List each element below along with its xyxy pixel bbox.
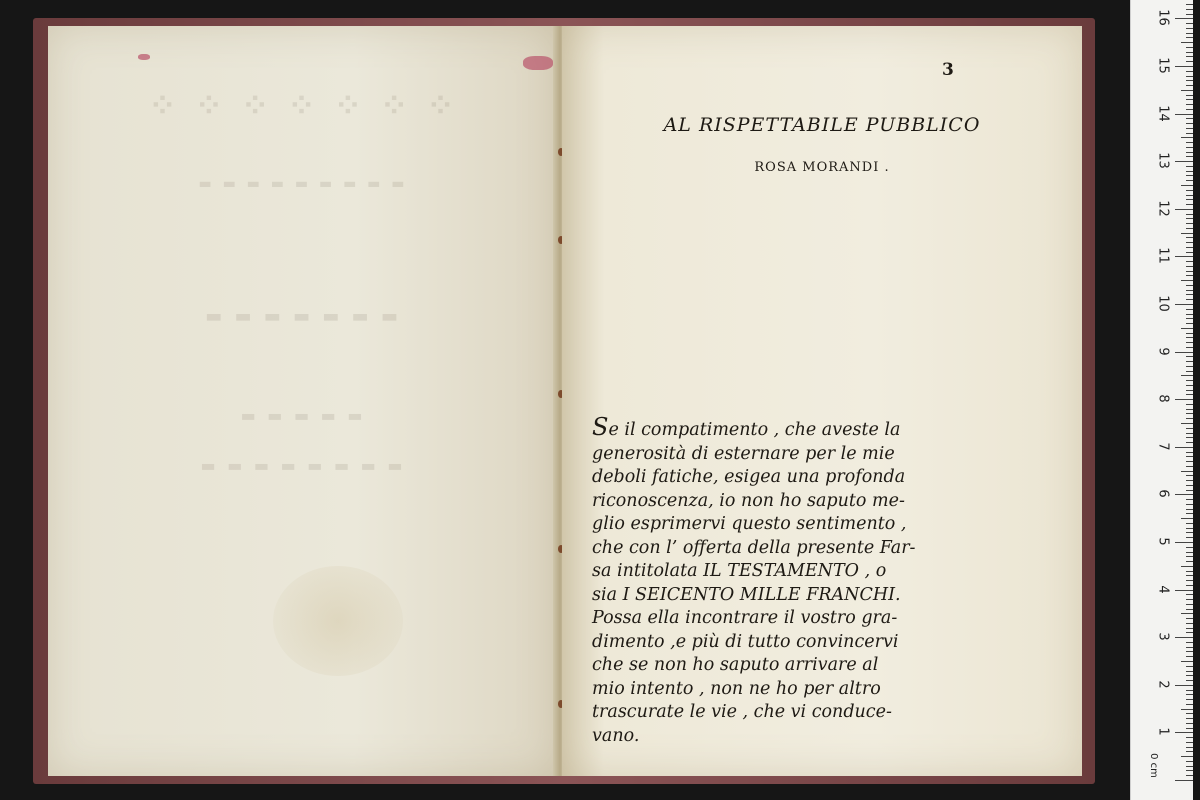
ruler-tick (1186, 585, 1193, 586)
ruler-tick (1186, 380, 1193, 381)
ruler-number: 13 (1155, 152, 1171, 169)
ruler-tick (1175, 685, 1193, 686)
ruler-tick (1181, 709, 1193, 710)
ruler-number: 7 (1155, 442, 1171, 451)
ruler-tick (1186, 770, 1193, 771)
ruler-tick (1186, 737, 1193, 738)
dedication-text (592, 413, 1012, 748)
text-line: trascurate le vie , che vi conduce- (592, 702, 892, 722)
ruler-tick (1186, 337, 1193, 338)
ruler-tick (1181, 471, 1193, 472)
ruler-number: 1 (1155, 727, 1171, 737)
ruler-tick (1186, 390, 1193, 391)
ruler-tick (1186, 318, 1193, 319)
ruler-tick (1186, 537, 1193, 538)
ruler-tick (1186, 299, 1193, 300)
ruler-tick (1186, 156, 1193, 157)
ruler-tick (1186, 509, 1193, 510)
text-line: deboli fatiche, esigea una profonda (592, 467, 906, 487)
ruler-tick (1186, 504, 1193, 505)
ruler-tick (1186, 285, 1193, 286)
ruler-tick (1186, 490, 1193, 491)
ruler-tick (1181, 42, 1193, 43)
ruler-tick (1186, 728, 1193, 729)
text-line: vano. (592, 725, 640, 746)
ruler-tick (1181, 661, 1193, 662)
ruler-tick (1186, 485, 1193, 486)
ruler-number: 14 (1155, 104, 1171, 122)
ruler-tick (1186, 394, 1193, 395)
ruler-tick (1186, 456, 1193, 457)
ruler-tick (1186, 428, 1193, 429)
ruler-tick (1186, 766, 1193, 767)
ruler-tick (1186, 118, 1193, 119)
author-name: ROSA MORANDI . (754, 160, 890, 175)
ruler-tick (1186, 237, 1193, 238)
dedication-heading: AL RISPETTABILE PUBBLICO (663, 114, 981, 136)
ruler-tick (1181, 518, 1193, 519)
ruler-tick (1186, 80, 1193, 81)
ruler-tick (1186, 618, 1193, 619)
ruler-tick (1186, 109, 1193, 110)
ruler-tick (1186, 9, 1193, 10)
red-stain (523, 56, 553, 70)
ruler-tick (1186, 385, 1193, 386)
ruler-tick (1186, 223, 1193, 224)
ruler-tick (1186, 347, 1193, 348)
ruler-tick (1186, 609, 1193, 610)
ruler-tick (1186, 433, 1193, 434)
ruler-tick (1186, 23, 1193, 24)
ruler-tick (1186, 61, 1193, 62)
ruler-tick (1186, 294, 1193, 295)
ruler-tick (1186, 195, 1193, 196)
ruler-tick (1186, 342, 1193, 343)
ruler-tick (1186, 261, 1193, 262)
ruler-tick (1186, 442, 1193, 443)
ruler-tick (1186, 642, 1193, 643)
ruler-tick (1186, 571, 1193, 572)
ruler-tick (1186, 166, 1193, 167)
ruler-tick (1186, 466, 1193, 467)
ruler-tick (1186, 71, 1193, 72)
ruler-tick (1181, 566, 1193, 567)
ruler-tick (1186, 409, 1193, 410)
text-line: sia I SEICENTO MILLE FRANCHI. (592, 584, 901, 605)
ruler-tick (1186, 242, 1193, 243)
ruler-tick (1186, 76, 1193, 77)
ruler-tick (1186, 547, 1193, 548)
show-through-text: ▬ ▬ ▬ ▬ ▬ ▬ ▬ ▬ (200, 456, 406, 475)
ruler-tick (1186, 723, 1193, 724)
ruler-tick (1186, 742, 1193, 743)
ruler-tick (1186, 218, 1193, 219)
ruler-tick (1186, 180, 1193, 181)
ruler-tick (1175, 66, 1193, 67)
ruler-tick (1186, 651, 1193, 652)
ruler-tick (1186, 275, 1193, 276)
drop-cap: S (592, 413, 609, 441)
text-line: generosità di esternare per le mie (592, 443, 895, 464)
ruler-tick (1186, 751, 1193, 752)
ruler-tick (1186, 499, 1193, 500)
red-stain (138, 54, 150, 60)
ruler-tick (1175, 304, 1193, 305)
ruler-tick (1175, 732, 1193, 733)
ruler-number: 12 (1155, 200, 1171, 217)
ruler-tick (1181, 375, 1193, 376)
ruler-tick (1186, 656, 1193, 657)
ruler-tick (1186, 604, 1193, 605)
text-line: glio esprimervi questo sentimento , (592, 514, 907, 534)
ruler-tick (1181, 328, 1193, 329)
ruler-tick (1186, 623, 1193, 624)
show-through-text: ▬ ▬ ▬ ▬ ▬ ▬ ▬ ▬ ▬ (198, 176, 408, 192)
ruler-tick (1186, 718, 1193, 719)
ruler-tick (1186, 152, 1193, 153)
ruler-tick (1181, 280, 1193, 281)
ruler-tick (1186, 461, 1193, 462)
ruler-number: 9 (1155, 346, 1171, 356)
ruler-tick (1175, 18, 1193, 19)
ruler-tick (1186, 252, 1193, 253)
ruler-tick (1186, 128, 1193, 129)
ruler-tick (1186, 147, 1193, 148)
ruler-tick (1186, 418, 1193, 419)
ruler-tick (1186, 28, 1193, 29)
ruler-tick (1181, 137, 1193, 138)
ruler-tick (1181, 233, 1193, 234)
ruler-tick (1186, 175, 1193, 176)
ruler-tick (1186, 675, 1193, 676)
ruler-tick (1186, 37, 1193, 38)
ruler-tick (1175, 494, 1193, 495)
ruler-tick (1175, 637, 1193, 638)
ruler-tick (1186, 475, 1193, 476)
ruler-unit-label: 0 cm (1147, 753, 1159, 778)
ruler-tick (1181, 613, 1193, 614)
ruler-tick (1186, 99, 1193, 100)
page-number: 3 (942, 60, 954, 80)
paper-stain (273, 566, 403, 676)
ruler-tick (1186, 437, 1193, 438)
show-through-text: ▬ ▬ ▬ ▬ ▬ (240, 406, 366, 425)
ruler-tick (1186, 404, 1193, 405)
ruler-tick (1186, 713, 1193, 714)
text-line: riconoscenza, io non ho saputo me- (592, 490, 905, 511)
ruler-tick (1175, 780, 1193, 781)
ruler-tick (1186, 133, 1193, 134)
ruler-tick (1186, 666, 1193, 667)
ruler-tick (1186, 142, 1193, 143)
ruler-number: 15 (1155, 57, 1171, 74)
text-line: dimento ,e più di tutto convincervi (592, 631, 899, 652)
ruler-tick (1186, 123, 1193, 124)
ruler-tick (1186, 247, 1193, 248)
ruler-tick (1186, 366, 1193, 367)
ruler-tick (1186, 480, 1193, 481)
ruler-tick (1186, 47, 1193, 48)
ruler-tick (1186, 85, 1193, 86)
ruler-tick (1186, 594, 1193, 595)
ruler-tick (1186, 575, 1193, 576)
ruler-number: 5 (1155, 537, 1171, 546)
ruler-tick (1175, 399, 1193, 400)
ruler-number: 11 (1155, 247, 1171, 265)
ruler-tick (1186, 204, 1193, 205)
text-line: che se non ho saputo arrivare al (592, 655, 879, 675)
ruler-tick (1186, 52, 1193, 53)
ruler-tick (1175, 209, 1193, 210)
ruler-tick (1186, 747, 1193, 748)
show-through-text: ▬ ▬ ▬ ▬ ▬ ▬ ▬ (205, 306, 401, 327)
ruler-tick (1181, 185, 1193, 186)
ruler-tick (1186, 628, 1193, 629)
ruler-tick (1181, 756, 1193, 757)
ruler-tick (1175, 542, 1193, 543)
ruler-tick (1186, 632, 1193, 633)
ruler-tick (1186, 556, 1193, 557)
ruler-number: 6 (1155, 489, 1171, 499)
ruler-tick (1186, 371, 1193, 372)
ruler-number: 8 (1155, 394, 1171, 403)
ruler-tick (1186, 452, 1193, 453)
ruler-tick (1186, 775, 1193, 776)
ruler-tick (1186, 309, 1193, 310)
ruler-number: 10 (1155, 295, 1171, 312)
ruler-number: 3 (1155, 632, 1171, 641)
text-line: mio intento , non ne ho per altro (592, 678, 881, 699)
ruler-tick (1186, 333, 1193, 334)
ruler-tick (1175, 161, 1193, 162)
ruler-tick (1186, 704, 1193, 705)
ruler-tick (1186, 761, 1193, 762)
ruler-tick (1186, 599, 1193, 600)
ruler-tick (1186, 171, 1193, 172)
ruler-tick (1186, 552, 1193, 553)
ruler-tick (1186, 528, 1193, 529)
text-line: Possa ella incontrare il vostro gra- (592, 608, 898, 628)
ruler-tick (1186, 561, 1193, 562)
ruler-tick (1186, 356, 1193, 357)
ruler-number: 16 (1155, 9, 1171, 27)
text-line: sa intitolata IL TESTAMENTO , o (592, 561, 887, 581)
ruler-tick (1186, 647, 1193, 648)
left-page (48, 26, 558, 776)
show-through-text: ⁘ ⁘ ⁘ ⁘ ⁘ ⁘ ⁘ (148, 86, 458, 126)
ruler-tick (1186, 271, 1193, 272)
ruler-tick (1186, 694, 1193, 695)
ruler-tick (1186, 671, 1193, 672)
ruler-number: 2 (1155, 680, 1171, 689)
text-line: che con l’ offerta della presente Far- (592, 537, 916, 558)
ruler-tick (1175, 590, 1193, 591)
ruler-tick (1186, 314, 1193, 315)
ruler-tick (1186, 266, 1193, 267)
ruler-tick (1186, 14, 1193, 15)
ruler-tick (1186, 4, 1193, 5)
ruler-tick (1186, 214, 1193, 215)
ruler-tick (1186, 95, 1193, 96)
ruler-number: 4 (1155, 584, 1171, 594)
ruler-tick (1181, 90, 1193, 91)
text-line: Se il compatimento , che aveste la (592, 413, 901, 441)
right-page (562, 26, 1082, 776)
ruler-tick (1175, 114, 1193, 115)
ruler-tick (1186, 532, 1193, 533)
ruler-tick (1186, 580, 1193, 581)
ruler-tick (1186, 413, 1193, 414)
ruler-tick (1186, 513, 1193, 514)
ruler-tick (1175, 352, 1193, 353)
ruler-tick (1175, 256, 1193, 257)
ruler-tick (1186, 323, 1193, 324)
ruler-tick (1186, 33, 1193, 34)
ruler-tick (1181, 423, 1193, 424)
ruler-tick (1186, 361, 1193, 362)
ruler-tick (1186, 228, 1193, 229)
ruler-tick (1175, 447, 1193, 448)
measurement-ruler (1130, 0, 1193, 800)
ruler-tick (1186, 199, 1193, 200)
ruler-tick (1186, 699, 1193, 700)
ruler-tick (1186, 56, 1193, 57)
ruler-tick (1186, 690, 1193, 691)
ruler-tick (1186, 190, 1193, 191)
ruler-tick (1186, 104, 1193, 105)
ruler-tick (1186, 290, 1193, 291)
ruler-tick (1186, 523, 1193, 524)
ruler-tick (1186, 680, 1193, 681)
